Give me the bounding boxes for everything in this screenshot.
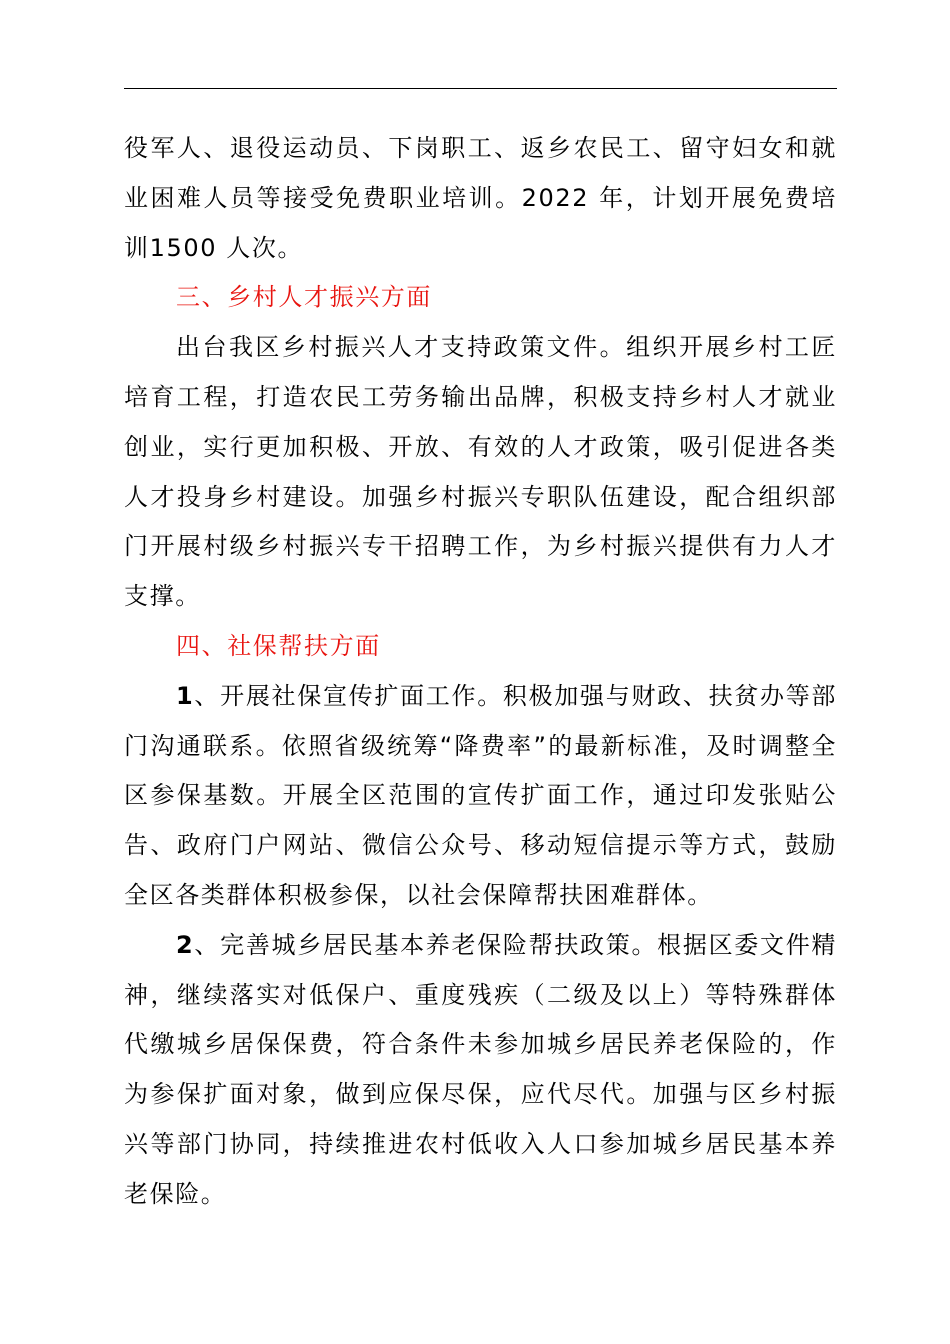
paragraph-item-1 [124,672,837,921]
header-rule [124,88,837,89]
item-number: 1 [176,681,195,710]
document-body [124,124,837,1220]
paragraph-item-2 [124,921,837,1220]
section-heading-social-security: 四、社保帮扶方面 [176,631,381,660]
section-heading-talent: 三、乡村人才振兴方面 [176,283,432,312]
paragraph-continuation: 役军人、退役运动员、下岗职工、返乡农民工、留守妇女和就业困难人员等接受免费职业培训。2022 年，计划开展免费培训1500 人次。 [124,134,837,262]
paragraph-talent: 出台我区乡村振兴人才支持政策文件。组织开展乡村工匠培育工程，打造农民工劳务输出品牌，积极支持乡村人才就业创业，实行更加积极、开放、有效的人才政策，吸引促进各类人才投身乡村建设。加强乡村振兴专职队伍建设，配合组织部门开展村级乡村振兴专干招聘工作，为乡村振兴提供有力人才支撑。 [124,333,837,611]
item-text: 、完善城乡居民基本养老保险帮扶政策。根据区委文件精神，继续落实对低保户、重度残疾（二级及以上）等特殊群体代缴城乡居保保费，符合条件未参加城乡居民养老保险的，作为参保扩面对象，做到应保尽保，应代尽代。加强与区乡村振兴等部门协同，持续推进农村低收入人口参加城乡居民基本养老保险。 [124,930,837,1208]
item-text: 、开展社保宣传扩面工作。积极加强与财政、扶贫办等部门沟通联系。依照省级统筹“降费率”的最新标准，及时调整全区参保基数。开展全区范围的宣传扩面工作，通过印发张贴公告、政府门户网站、微信公众号、移动短信提示等方式，鼓励全区各类群体积极参保，以社会保障帮扶困难群体。 [124,681,837,909]
item-number: 2 [176,930,195,959]
